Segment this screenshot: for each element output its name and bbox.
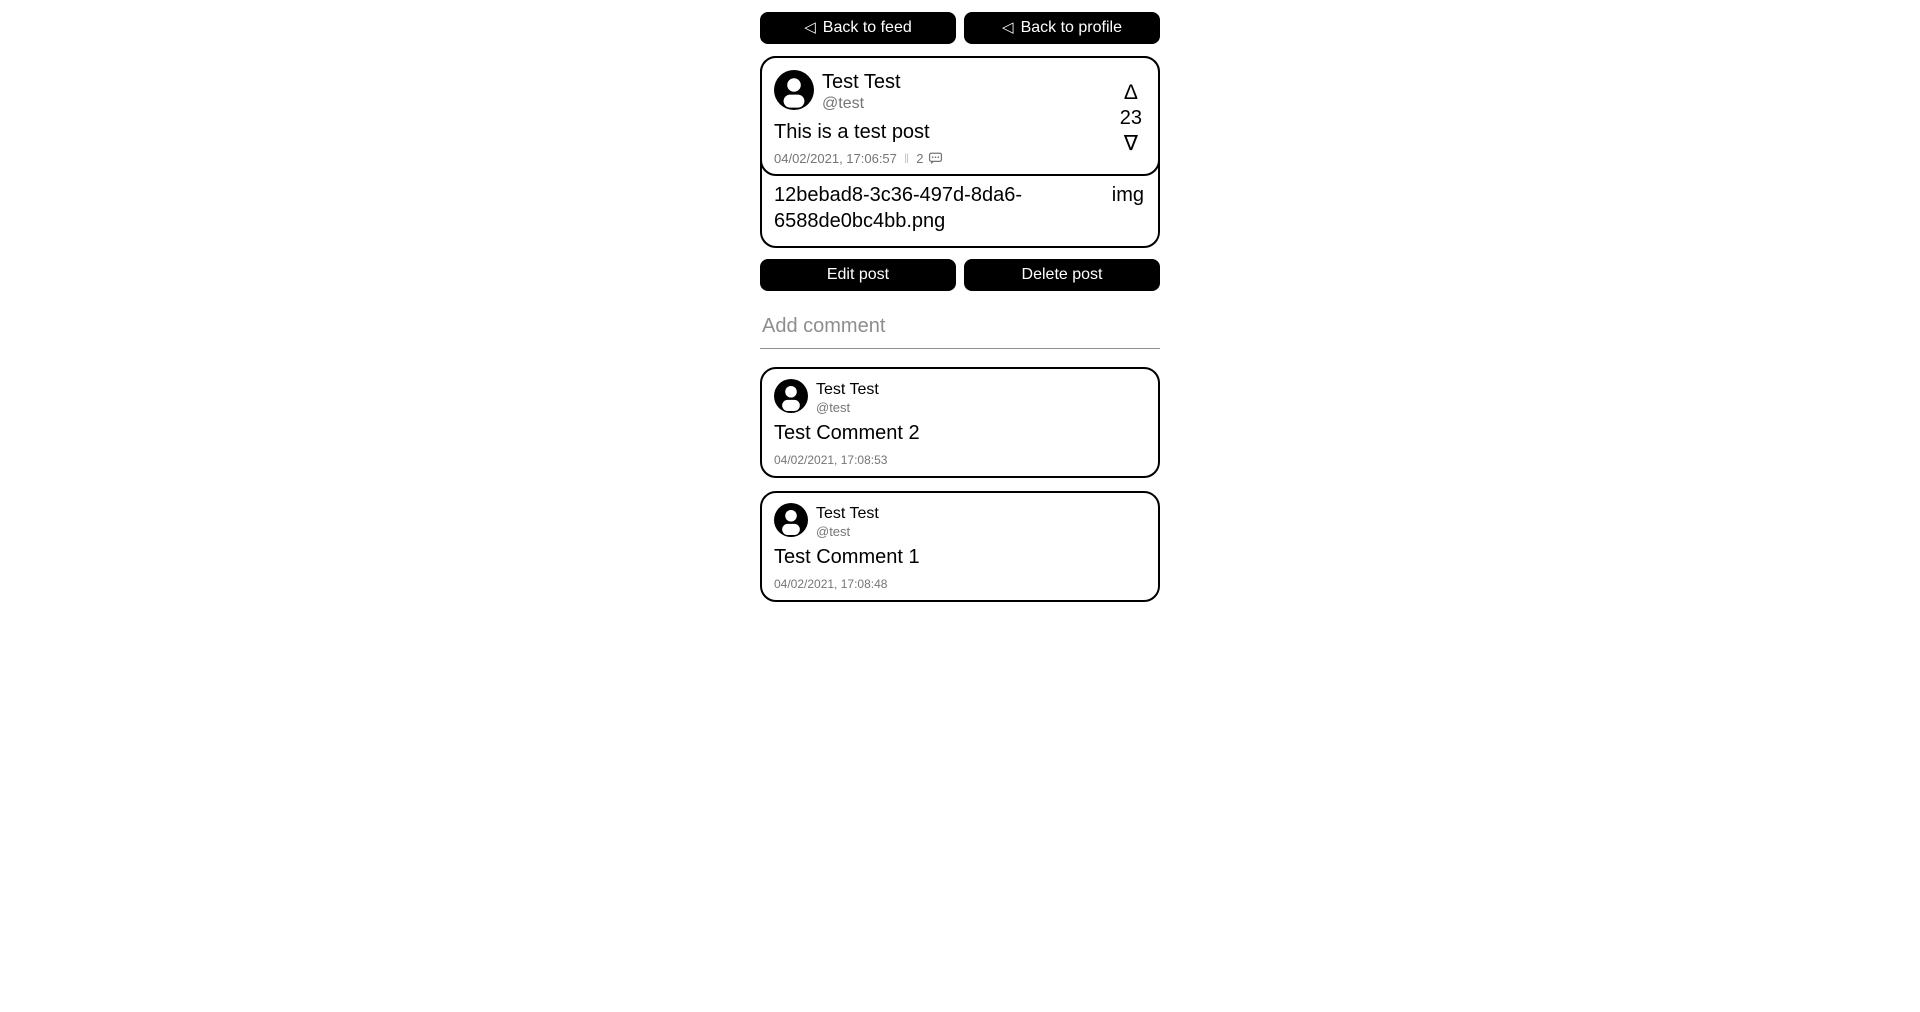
comment-text: Test Comment 1 xyxy=(774,546,920,569)
back-to-feed-button[interactable] xyxy=(760,12,956,44)
back-arrow-icon: ◁ xyxy=(804,18,816,36)
post-meta-row xyxy=(774,151,1108,166)
comment-card xyxy=(760,491,1160,602)
post-timestamp: 04/02/2021, 17:06:57 xyxy=(774,151,897,167)
post-content xyxy=(774,70,1108,166)
top-nav-row xyxy=(760,12,1160,44)
post-actions-row xyxy=(760,259,1160,291)
post-author-header xyxy=(774,70,1108,113)
back-to-feed-label: Back to feed xyxy=(822,19,912,36)
content-column xyxy=(760,12,1160,602)
comment-author-header xyxy=(774,503,1146,539)
post-author-name: Test Test xyxy=(822,71,901,93)
back-to-profile-label: Back to profile xyxy=(1020,19,1122,36)
attachment-img-link[interactable]: img xyxy=(1111,184,1144,207)
back-arrow-icon: ◁ xyxy=(1002,18,1014,36)
meta-divider: ‖ xyxy=(903,151,910,167)
comment-card xyxy=(760,367,1160,478)
post-author-names xyxy=(822,70,901,113)
comment-author-names xyxy=(816,379,879,415)
vote-column xyxy=(1108,70,1142,166)
comment-text: Test Comment 2 xyxy=(774,422,920,445)
post-author-handle: @test xyxy=(822,95,865,112)
delete-post-button[interactable]: Delete post xyxy=(964,259,1160,291)
post-text: This is a test post xyxy=(774,121,930,144)
comment-timestamp: 04/02/2021, 17:08:53 xyxy=(774,453,888,468)
vote-score: 23 xyxy=(1119,107,1142,130)
comment-timestamp: 04/02/2021, 17:08:48 xyxy=(774,577,888,592)
comment-count-value: 2 xyxy=(916,151,924,167)
add-comment-input[interactable] xyxy=(760,313,1160,349)
add-comment-form xyxy=(760,313,1160,349)
comment-author-header xyxy=(774,379,1146,415)
comment-author-name: Test Test xyxy=(816,505,879,523)
comment-author-handle: @test xyxy=(816,399,851,415)
user-avatar-icon xyxy=(774,379,808,413)
user-avatar-icon xyxy=(774,503,808,537)
post-card xyxy=(760,56,1160,248)
back-to-profile-button[interactable] xyxy=(964,12,1160,44)
post-attachment-row xyxy=(762,174,1158,246)
post-main-section xyxy=(760,56,1160,176)
comment-author-handle: @test xyxy=(816,523,851,539)
post-comment-count xyxy=(916,151,942,166)
user-avatar-icon xyxy=(774,70,814,110)
downvote-button[interactable]: ∇ xyxy=(1123,132,1138,156)
upvote-button[interactable]: Δ xyxy=(1123,81,1138,105)
attachment-filename: 12bebad8-3c36-497d-8da6-6588de0bc4bb.png xyxy=(774,184,1022,233)
edit-post-button[interactable]: Edit post xyxy=(760,259,956,291)
comments-list xyxy=(760,367,1160,602)
comment-author-names xyxy=(816,503,879,539)
comment-author-name: Test Test xyxy=(816,381,879,399)
comment-bubble-icon xyxy=(928,151,943,166)
